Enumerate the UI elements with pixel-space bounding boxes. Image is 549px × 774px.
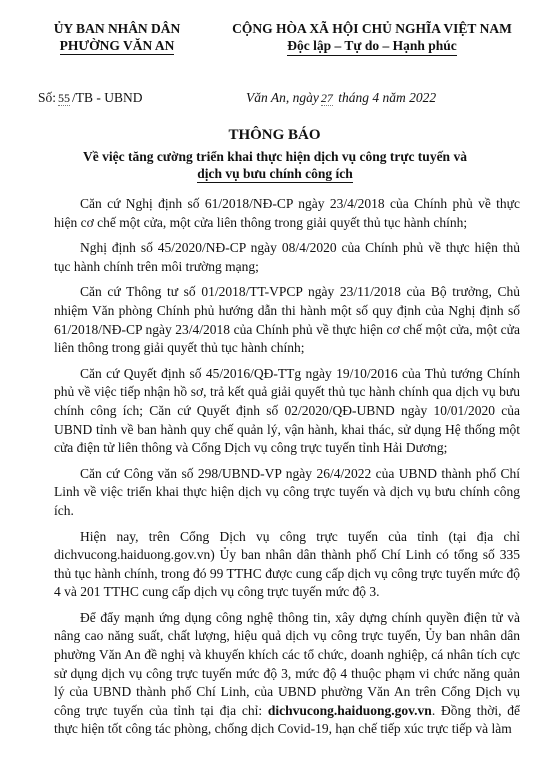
last-paragraph-continuation: . Đồng thời, để thực hiện tốt công tác phòng, chống dịch Covid-19, hạn chế tiếp xúc trực tiếp và làm [54, 702, 520, 737]
national-motto: Độc lập – Tự do – Hạnh phúc [287, 37, 457, 56]
date-suffix: tháng 4 năm 2022 [338, 90, 437, 105]
date-prefix: Văn An, ngày [246, 90, 319, 105]
document-number [38, 90, 143, 106]
document-date [246, 90, 436, 106]
body-paragraph-last [54, 609, 520, 739]
national-header [212, 20, 532, 56]
issuing-authority [22, 20, 212, 55]
document-subtitle [40, 148, 510, 183]
legal-basis-paragraph: Nghị định số 45/2020/NĐ-CP ngày 08/4/2020 của Chính phủ về thực hiện thủ tục hành chính trên môi trường mạng; [54, 240, 520, 274]
subtitle-line2: dịch vụ bưu chính công ích [197, 166, 353, 181]
last-paragraph-text: Để đẩy mạnh ứng dụng công nghệ thông tin, xây dựng chính quyền điện tử và nâng cao năng suất, chất lượng, hiệu quả dịch vụ công trực tuyến, Ủy ban nhân dân phường Văn An đề nghị và khuyến khích các tổ chức, doanh nghiệp, cá nhân tích cực sử dụng dịch vụ công trực tuyến mức độ 3, mức độ 4 thuộc phạm vi chức năng quản lý của UBND thành phố Chí Linh, của UBND phường Văn An trên Cổng Dịch vụ công trực tuyến của tỉnh tại địa chỉ: [54, 609, 520, 718]
legal-basis-paragraph: Căn cứ Thông tư số 01/2018/TT-VPCP ngày 23/11/2018 của Bộ trưởng, Chủ nhiệm Văn phòng Chính phủ hướng dẫn thi hành một số quy định của Nghị định số 61/2018/NĐ-CP ngày 23/4/2018 của Chính phủ về thực hiện cơ chế một cửa, một cửa liên thông trong giải quyết thủ tục hành chính; [54, 284, 520, 356]
document-title: THÔNG BÁO [228, 127, 321, 143]
authority-line1: ỦY BAN NHÂN DÂN [53, 21, 181, 36]
authority-line2: PHƯỜNG VĂN AN [59, 38, 175, 53]
portal-address: dichvucong.haiduong.gov.vn [267, 702, 432, 718]
date-day: 27 [320, 91, 333, 105]
doc-number-suffix: /TB - UBND [72, 90, 143, 105]
legal-basis-paragraph: Căn cứ Nghị định số 61/2018/NĐ-CP ngày 23/4/2018 của Chính phủ về thực hiện cơ chế một cửa, một cửa liên thông trong giải quyết thủ tục hành chính; [54, 196, 520, 230]
subtitle-line1: Về việc tăng cường triển khai thực hiện dịch vụ công trực tuyến và [83, 149, 467, 164]
country-name: CỘNG HÒA XÃ HỘI CHỦ NGHĨA VIỆT NAM [232, 21, 512, 36]
legal-basis-paragraph: Căn cứ Công văn số 298/UBND-VP ngày 26/4/2022 của UBND thành phố Chí Linh về việc triển khai thực hiện dịch vụ công trực tuyến và dịch vụ bưu chính công ích. [54, 465, 520, 518]
doc-number-value: 55 [58, 91, 71, 105]
legal-basis-paragraph: Căn cứ Quyết định số 45/2016/QĐ-TTg ngày 19/10/2016 của Thủ tướng Chính phủ về việc tiếp nhận hồ sơ, trả kết quả giải quyết thủ tục hành chính qua dịch vụ bưu chính công ích; Căn cứ Quyết định số 02/2020/QĐ-UBND ngày 10/01/2020 của UBND tỉnh về ban hành quy chế quản lý, vận hành, khai thác, sử dụng Hệ thống một cửa điện tử liên thông và Cổng Dịch vụ công trực tuyến tỉnh Hải Dương; [54, 365, 520, 456]
document-body [54, 195, 520, 746]
body-paragraph: Hiện nay, trên Cổng Dịch vụ công trực tuyến của tỉnh (tại địa chỉ dichvucong.haiduong.gov.vn) Ủy ban nhân dân thành phố Chí Linh có tổng số 335 thủ tục hành chính, trong đó 99 TTHC được cung cấp dịch vụ công trực tuyến mức độ 4 và 201 TTHC cung cấp dịch vụ công trực tuyến mức độ 3. [54, 528, 520, 600]
doc-number-prefix: Số: [38, 90, 57, 105]
